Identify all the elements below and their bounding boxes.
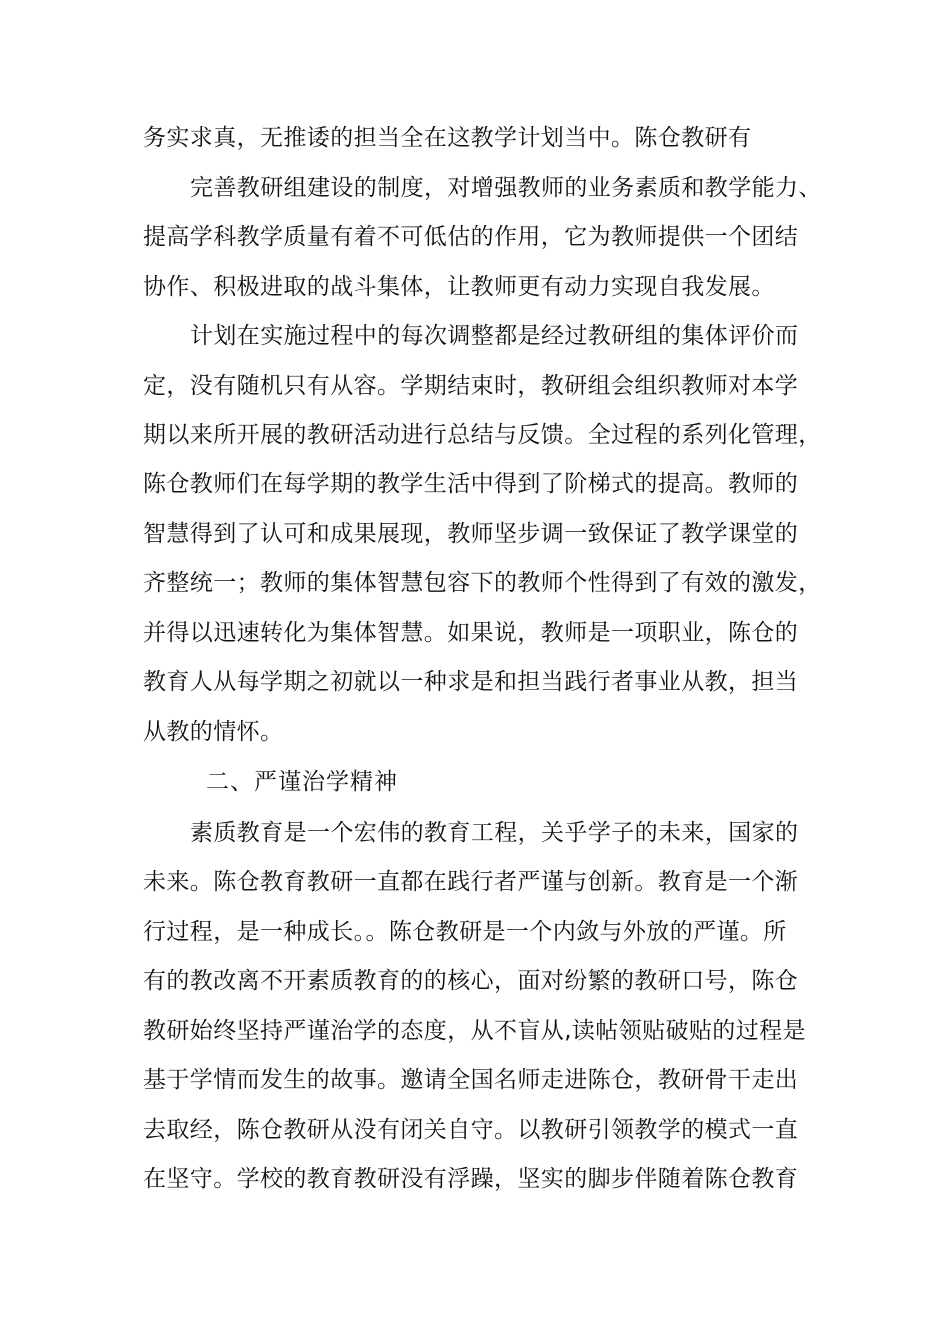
- text-line: 并得以迅速转化为集体智慧。如果说，教师是一项职业，陈仓的: [143, 620, 799, 646]
- text-line: 从教的情怀。: [143, 719, 284, 745]
- text-line: 提高学科教学质量有着不可低估的作用，它为教师提供一个团结: [143, 224, 799, 250]
- text-line: 务实求真，无推诿的担当全在这教学计划当中。陈仓教研有: [143, 125, 752, 151]
- paragraph-first-line: 素质教育是一个宏伟的教育工程，关乎学子的未来，国家的: [190, 820, 799, 846]
- text-line: 陈仓教师们在每学期的教学生活中得到了阶梯式的提高。教师的: [143, 471, 799, 497]
- text-line: 智慧得到了认可和成果展现，教师坚步调一致保证了教学课堂的: [143, 521, 799, 547]
- text-line: 定，没有随机只有从容。学期结束时，教研组会组织教师对本学: [143, 373, 799, 399]
- text-line: 在坚守。学校的教育教研没有浮躁，坚实的脚步伴随着陈仓教育: [143, 1166, 799, 1192]
- text-line: 未来。陈仓教育教研一直都在践行者严谨与创新。教育是一个渐: [143, 869, 799, 895]
- text-line: 去取经，陈仓教研从没有闭关自守。以教研引领教学的模式一直: [143, 1117, 799, 1143]
- paragraph-first-line: 完善教研组建设的制度，对增强教师的业务素质和教学能力、: [190, 175, 822, 201]
- paragraph-first-line: 计划在实施过程中的每次调整都是经过教研组的集体评价而: [190, 323, 799, 349]
- text-line: 齐整统一；教师的集体智慧包容下的教师个性得到了有效的激发，: [143, 570, 822, 596]
- text-line: 有的教改离不开素质教育的的核心，面对纷繁的教研口号，陈仓: [143, 968, 799, 994]
- text-line: 行过程，是一种成长。。陈仓教研是一个内敛与外放的严谨。所: [143, 919, 787, 945]
- section-heading: 二、严谨治学精神: [206, 769, 398, 795]
- text-line: 期以来所开展的教研活动进行总结与反馈。全过程的系列化管理，: [143, 422, 822, 448]
- text-line: 协作、积极进取的战斗集体，让教师更有动力实现自我发展。: [143, 274, 775, 300]
- text-line: 基于学情而发生的故事。邀请全国名师走进陈仓，教研骨干走出: [143, 1067, 799, 1093]
- text-line: 教研始终坚持严谨治学的态度，从不盲从,读帖领贴破贴的过程是: [143, 1018, 806, 1044]
- text-line: 教育人从每学期之初就以一种求是和担当践行者事业从教，担当: [143, 669, 799, 695]
